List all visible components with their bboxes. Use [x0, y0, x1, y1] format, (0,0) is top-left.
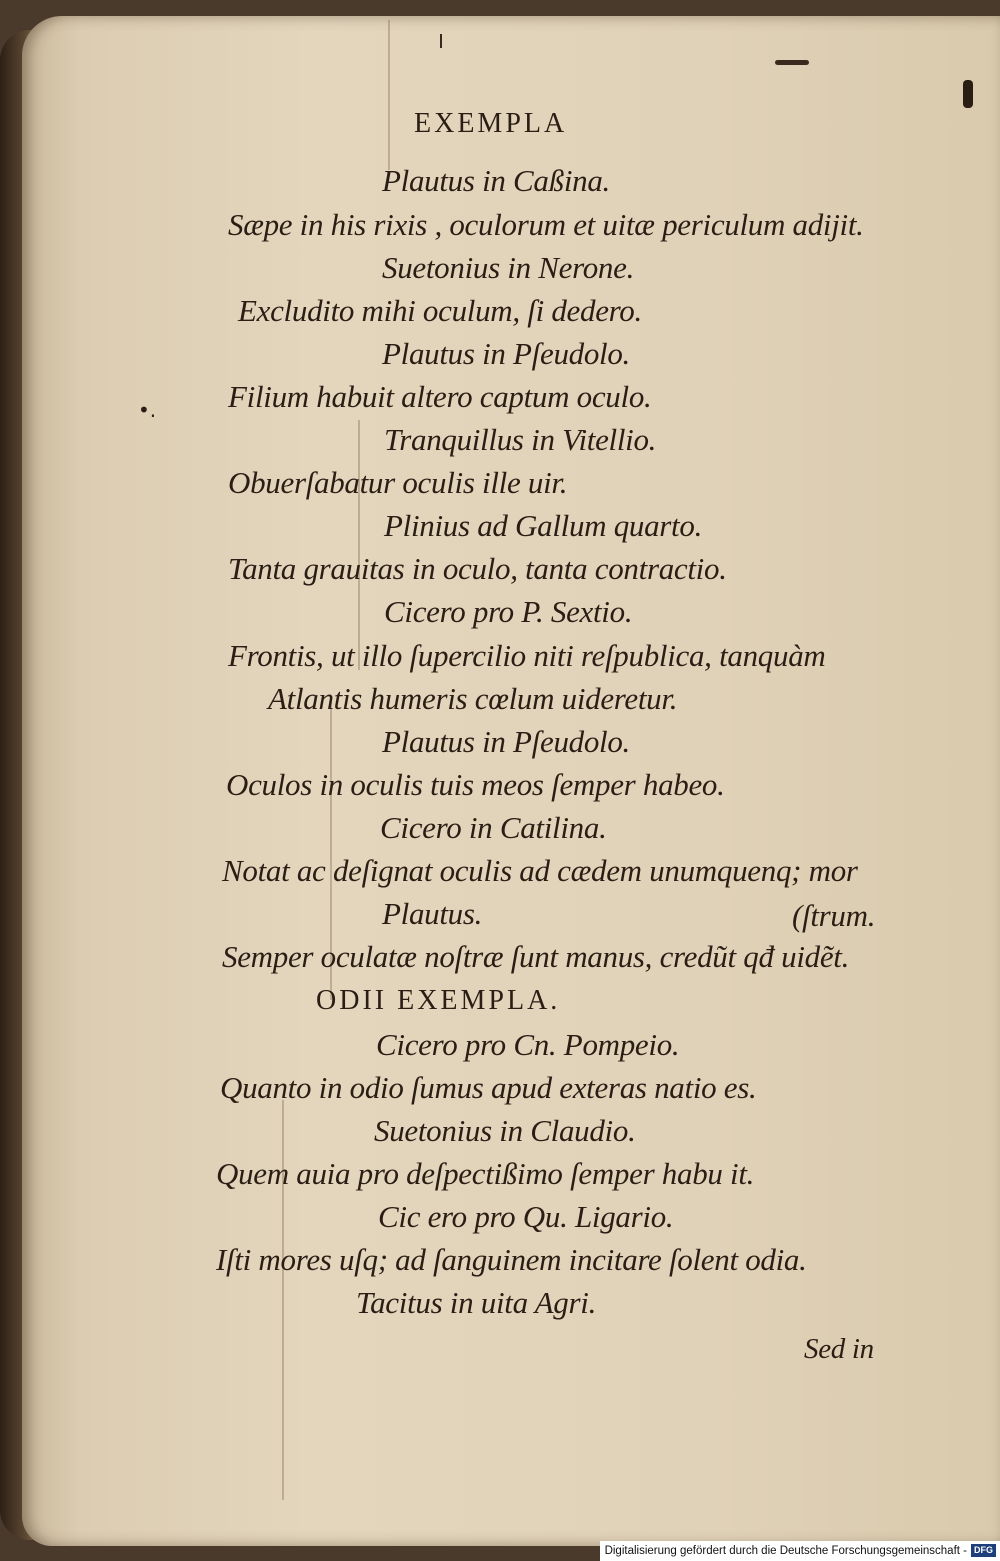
text-line: Semper oculatæ noſtræ ſunt manus, credũt qđ uidẽt. — [222, 939, 850, 974]
catchword: Sed in — [804, 1333, 874, 1365]
ink-dots: •. — [138, 398, 157, 422]
text-line: Plautus. — [382, 896, 483, 931]
text-line: Plinius ad Gallum quarto. — [384, 508, 703, 543]
ink-mark — [963, 80, 973, 108]
text-line: Tacitus in uita Agri. — [356, 1285, 597, 1320]
ink-mark — [775, 60, 809, 65]
footer-text: Digitalisierung gefördert durch die Deutsche Forschungsgemeinschaft - — [604, 1545, 967, 1557]
text-line: Plautus in Pſeudolo. — [382, 724, 631, 759]
text-line: Atlantis humeris cœlum uideretur. — [268, 681, 678, 716]
text-line: (ſtrum. — [792, 898, 876, 933]
text-line: Cicero pro P. Sextio. — [384, 594, 633, 629]
section-heading: ODII EXEMPLA. — [316, 985, 561, 1016]
digitization-footer — [600, 1541, 1000, 1561]
text-line: Suetonius in Claudio. — [374, 1113, 636, 1148]
page-crease — [388, 20, 390, 170]
text-line: Excludito mihi oculum, ſi dedero. — [238, 293, 642, 328]
text-line: Tanta grauitas in oculo, tanta contractio. — [228, 551, 727, 586]
text-line: Plautus in Caßina. — [382, 163, 610, 198]
text-line: Suetonius in Nerone. — [382, 250, 635, 285]
text-line: Cicero in Catilina. — [380, 810, 607, 845]
text-line: Plautus in Pſeudolo. — [382, 336, 631, 371]
text-line: Oculos in oculis tuis meos ſemper habeo. — [226, 767, 725, 802]
text-line: Sæpe in his rixis , oculorum et uitæ periculum adijit. — [228, 207, 864, 242]
running-heading: EXEMPLA — [414, 108, 568, 139]
text-line: Cic ero pro Qu. Ligario. — [378, 1199, 674, 1234]
page-crease — [358, 420, 360, 670]
text-line: Quem auia pro deſpectißimo ſemper habu it. — [216, 1156, 755, 1191]
ink-mark — [440, 34, 442, 48]
text-line: Frontis, ut illo ſupercilio niti reſpublica, tanquàm — [228, 638, 826, 673]
text-line: Iſti mores uſq; ad ſanguinem incitare ſolent odia. — [216, 1242, 807, 1277]
text-line: Tranquillus in Vitellio. — [384, 422, 657, 457]
text-line: Notat ac deſignat oculis ad cædem unumquenq; mor — [222, 853, 858, 888]
text-line: Quanto in odio ſumus apud exteras natio es. — [220, 1070, 757, 1105]
text-line: Filium habuit altero captum oculo. — [228, 379, 652, 414]
dfg-logo: DFG — [971, 1544, 996, 1557]
text-line: Cicero pro Cn. Pompeio. — [376, 1027, 680, 1062]
text-line: Obuerſabatur oculis ille uir. — [228, 465, 568, 500]
